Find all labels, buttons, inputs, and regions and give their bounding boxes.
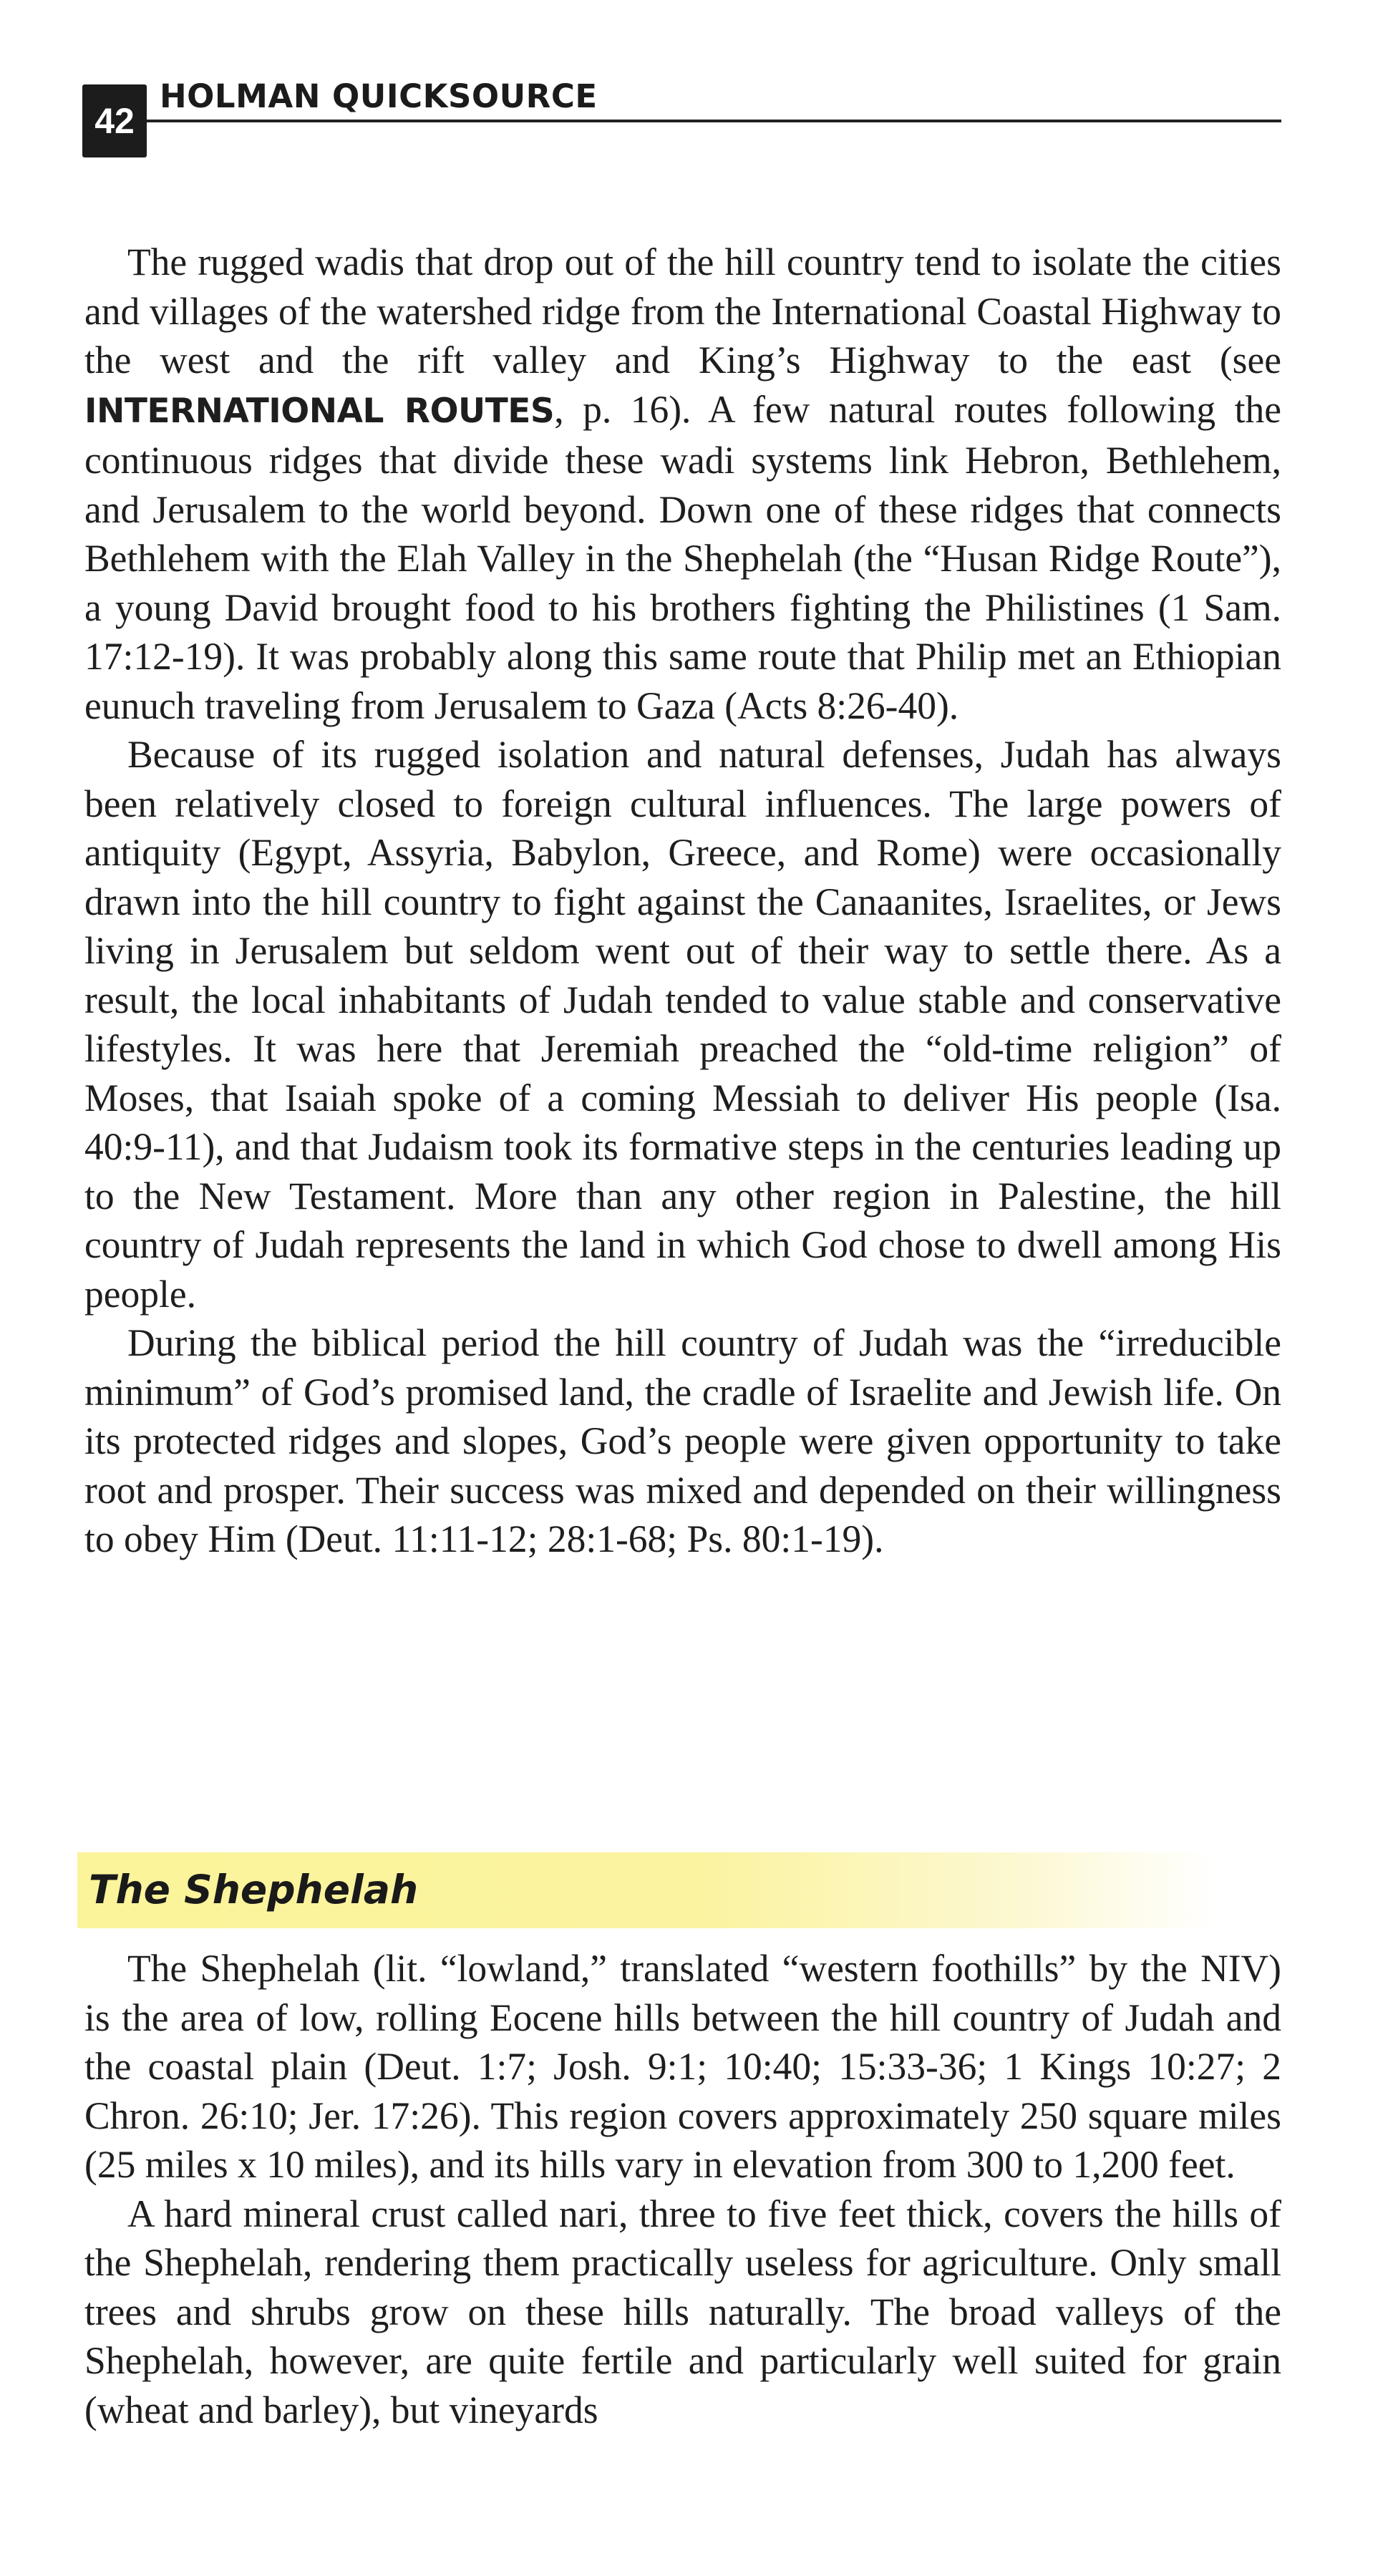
paragraph-text: The rugged wadis that drop out of the hill country tend to isolate the cities and villages of the watershed ridge from the International Coastal Highway to the west and the rift valley and King’s Highway to the east (see [84, 240, 1281, 381]
paragraph: The Shephelah (lit. “lowland,” translated “western foothills” by the NIV) is the area of low, rolling Eocene hills between the hill country of Judah and the coastal plain (Deut. 1:7; Josh. 9:1; 10:40; 15:33-36; 1 Kings 10:27; 2 Chron. 26:10; Jer. 17:26). This region covers approximately 250 square miles (25 miles x 10 miles), and its hills vary in elevation from 300 to 1,200 feet. [84, 1947, 1281, 2186]
cross-reference-link: INTERNATIONAL ROUTES [84, 391, 555, 431]
paragraph: During the biblical period the hill country of Judah was the “irreducible minimum” of God’s promised land, the cradle of Israelite and Jewish life. On its protected ridges and slopes, God’s people were given opportunity to take root and prosper. Their success was mixed and depended on their willingness to obey Him (Deut. 11:11-12; 28:1-68; Ps. 80:1-19). [84, 1321, 1281, 1560]
body-text-section-1 [84, 238, 1281, 1564]
section-heading: The Shephelah [89, 1867, 419, 1912]
paragraph [84, 238, 1281, 730]
running-head-title: HOLMAN QUICKSOURCE [160, 77, 598, 115]
paragraph-text: , p. 16). A few natural routes following the continuous ridges that divide these wadi systems link Hebron, Bethlehem, and Jerusalem to the world beyond. Down one of these ridges that connects Bethlehem with the Elah Valley in the Shephelah (the “Husan Ridge Route”), a young David brought food to his brothers fighting the Philistines (1 Sam. 17:12-19). It was probably along this same route that Philip met an Ethiopian eunuch traveling from Jerusalem to Gaza (Acts 8:26-40). [84, 387, 1281, 727]
section-heading-highlight [77, 1852, 1215, 1928]
paragraph: Because of its rugged isolation and natural defenses, Judah has always been relatively closed to foreign cultural influences. The large powers of antiquity (Egypt, Assyria, Babylon, Greece, and Rome) were occasionally drawn into the hill country to fight against the Canaanites, Israelites, or Jews living in Jerusalem but seldom went out of their way to settle there. As a result, the local inhabitants of Judah tended to value stable and conservative lifestyles. It was here that Jeremiah preached the “old-time religion” of Moses, that Isaiah spoke of a coming Messiah to deliver His people (Isa. 40:9-11), and that Judaism took its formative steps in the centuries leading up to the New Testament. More than any other region in Palestine, the hill country of Judah represents the land in which God chose to dwell among His people. [84, 733, 1281, 1316]
page-number: 42 [82, 84, 147, 157]
paragraph: A hard mineral crust called nari, three to five feet thick, covers the hills of the Shephelah, rendering them practically useless for agriculture. Only small trees and shrubs grow on these hills naturally. The broad valleys of the Shephelah, however, are quite fertile and particularly well suited for grain (wheat and barley), but vineyards [84, 2192, 1281, 2431]
body-text-section-2 [84, 1944, 1281, 2434]
header-rule [147, 120, 1281, 122]
